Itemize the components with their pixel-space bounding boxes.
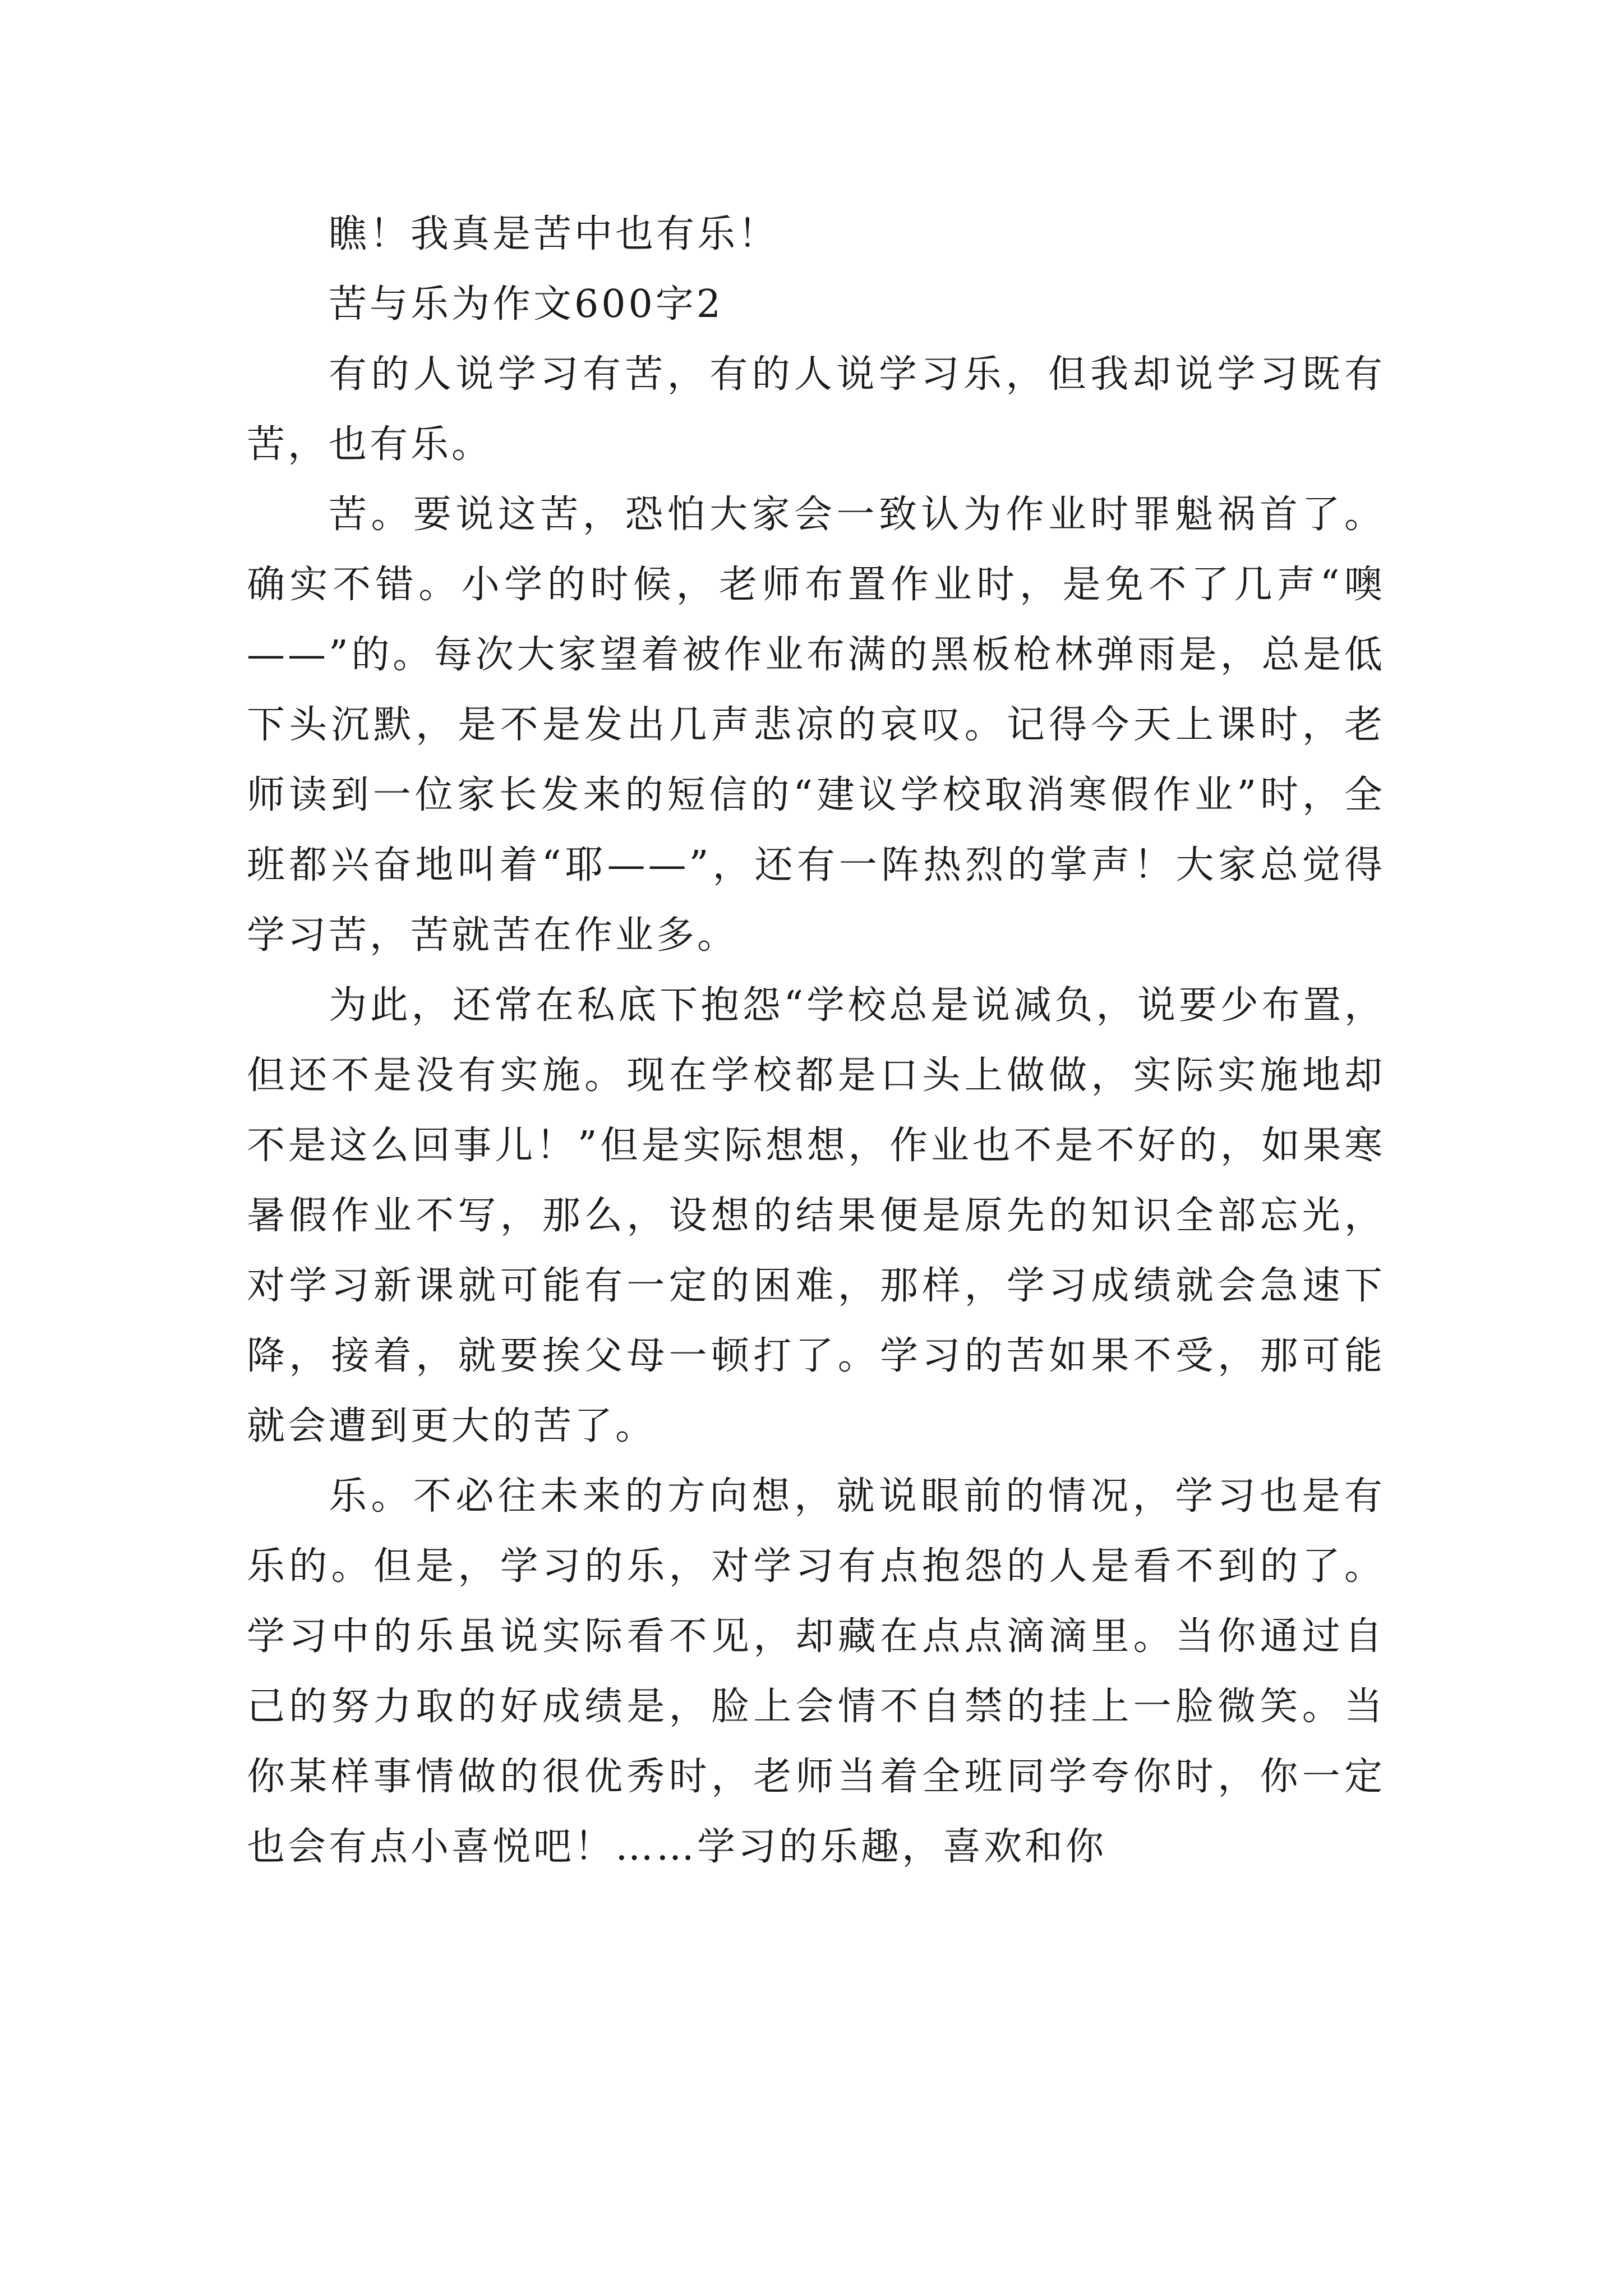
essay-body [247, 199, 1385, 1882]
paragraph-bitterness: 苦。要说这苦，恐怕大家会一致认为作业时罪魁祸首了。确实不错。小学的时候，老师布置作业时，是免不了几声“噢——”的。每次大家望着被作业布满的黑板枪林弹雨是，总是低下头沉默，是不是发出几声悲凉的哀叹。记得今天上课时，老师读到一位家长发来的短信的“建议学校取消寒假作业”时，全班都兴奋地叫着“耶——”，还有一阵热烈的掌声！大家总觉得学习苦，苦就苦在作业多。 [247, 493, 1385, 958]
paragraph-complaint: 为此，还常在私底下抱怨“学校总是说减负，说要少布置，但还不是没有实施。现在学校都是口头上做做，实际实施地却不是这么回事儿！”但是实际想想，作业也不是不好的，如果寒暑假作业不写，那么，设想的结果便是原先的知识全部忘光，对学习新课就可能有一定的困难，那样，学习成绩就会急速下降，接着，就要挨父母一顿打了。学习的苦如果不受，那可能就会遭到更大的苦了。 [247, 983, 1385, 1448]
paragraph-joy: 乐。不必往未来的方向想，就说眼前的情况，学习也是有乐的。但是，学习的乐，对学习有点抱怨的人是看不到的了。学习中的乐虽说实际看不见，却藏在点点滴滴里。当你通过自己的努力取的好成绩是，脸上会情不自禁的挂上一脸微笑。当你某样事情做的很优秀时，老师当着全班同学夸你时，你一定也会有点小喜悦吧！……学习的乐趣，喜欢和你 [247, 1474, 1385, 1869]
paragraph-intro: 有的人说学习有苦，有的人说学习乐，但我却说学习既有苦，也有乐。 [247, 352, 1385, 467]
essay-title: 苦与乐为作文600字2 [329, 282, 724, 326]
paragraph-closing-line: 瞧！我真是苦中也有乐！ [329, 212, 780, 256]
